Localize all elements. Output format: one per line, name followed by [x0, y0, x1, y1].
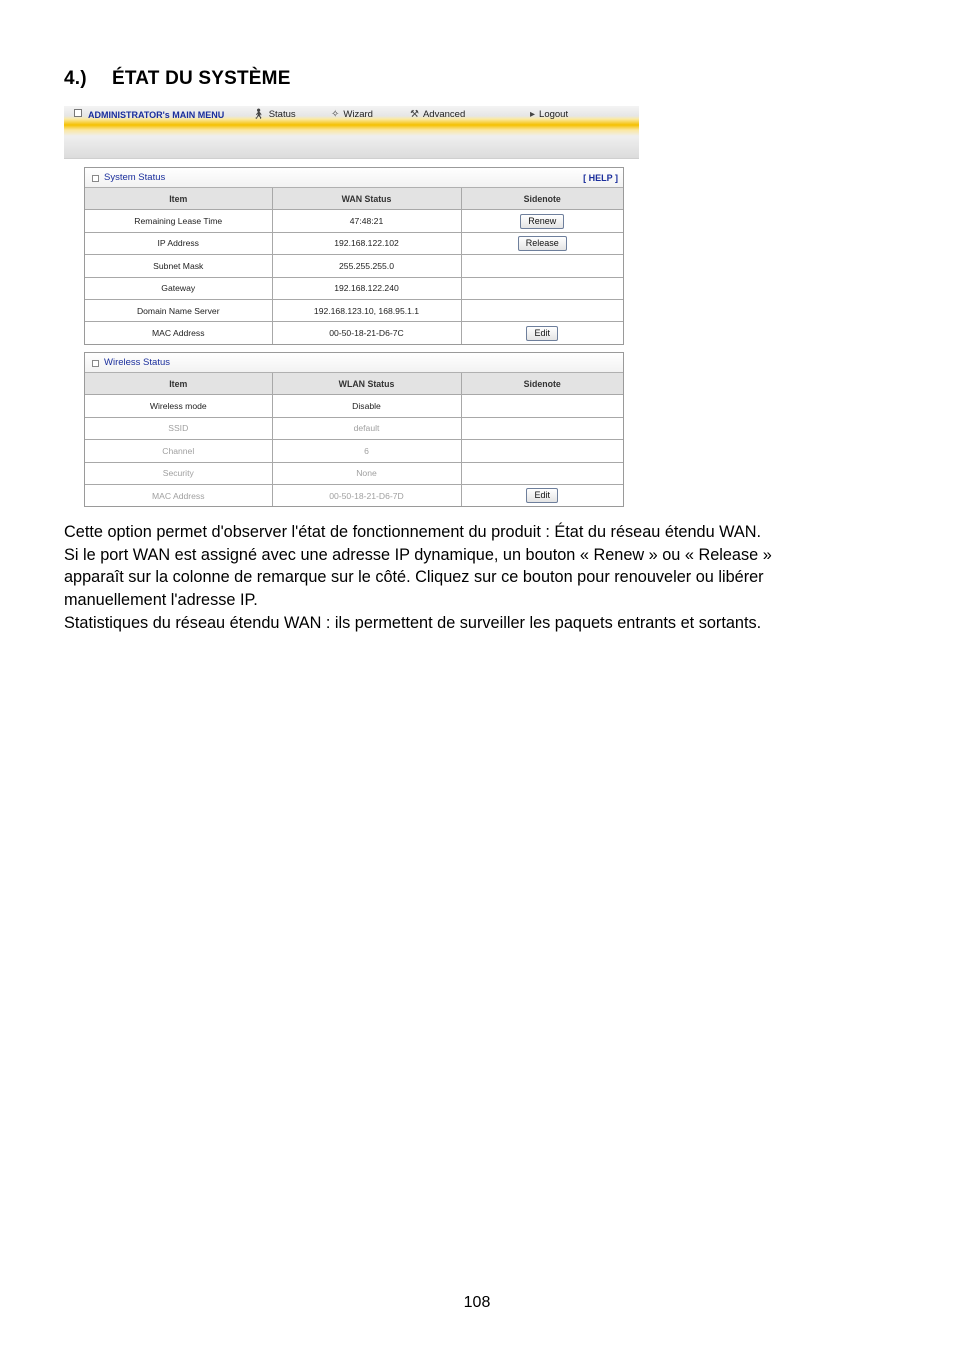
wireless-status-panel: [84, 352, 624, 507]
table-row: [85, 417, 623, 439]
system-status-title: System Status: [104, 172, 166, 183]
section-number: 4.): [64, 68, 87, 89]
paragraph-line: Si le port WAN est assigné avec une adresse IP dynamique, un bouton « Renew » ou « Release »: [64, 545, 772, 564]
section-title: ÉTAT DU SYSTÈME: [112, 68, 291, 89]
item-cell: SSID: [85, 417, 272, 439]
wireless-status-header: [85, 353, 623, 373]
description-text: [64, 521, 894, 635]
edit-wan-mac-button[interactable]: Edit: [526, 326, 558, 341]
sidenote-cell: [461, 440, 623, 462]
release-button[interactable]: Release: [518, 236, 567, 251]
system-status-panel: [84, 167, 624, 345]
table-row: [85, 322, 623, 344]
item-cell: IP Address: [85, 232, 272, 254]
item-cell: Domain Name Server: [85, 299, 272, 321]
wizard-menu-item[interactable]: ✧ Wizard: [331, 109, 373, 120]
table-row: [85, 395, 623, 417]
sidenote-cell: [461, 210, 623, 232]
help-link[interactable]: [ HELP ]: [583, 173, 618, 183]
value-cell: 00-50-18-21-D6-7C: [272, 322, 461, 344]
item-cell: MAC Address: [85, 322, 272, 344]
value-cell: 255.255.255.0: [272, 255, 461, 277]
column-header: WAN Status: [272, 188, 461, 210]
value-cell: 192.168.122.102: [272, 232, 461, 254]
wizard-icon: ✧: [331, 109, 340, 120]
column-header: Sidenote: [461, 188, 623, 210]
page-number: 108: [463, 1294, 491, 1311]
column-header: Sidenote: [461, 373, 623, 395]
system-status-header: [85, 168, 623, 188]
item-cell: Channel: [85, 440, 272, 462]
value-cell: 00-50-18-21-D6-7D: [272, 484, 461, 506]
item-cell: Remaining Lease Time: [85, 210, 272, 232]
table-row: [85, 484, 623, 506]
advanced-menu-item[interactable]: ⚒ Advanced: [410, 109, 466, 120]
sidenote-cell: [461, 232, 623, 254]
column-header: WLAN Status: [272, 373, 461, 395]
sidenote-cell: [461, 255, 623, 277]
admin-menu-bar: [64, 106, 639, 159]
column-header: Item: [85, 373, 272, 395]
table-header-row: [85, 188, 623, 210]
table-row: [85, 255, 623, 277]
paragraph-line: apparaît sur la colonne de remarque sur le côté. Cliquez sur ce bouton pour renouveler ou libérer: [64, 568, 764, 587]
table-row: [85, 232, 623, 254]
item-cell: Wireless mode: [85, 395, 272, 417]
item-cell: MAC Address: [85, 484, 272, 506]
square-bullet-icon: [92, 360, 99, 367]
paragraph-line: Statistiques du réseau étendu WAN : ils permettent de surveiller les paquets entrants et sortants.: [64, 613, 762, 632]
sidenote-cell: [461, 277, 623, 299]
item-cell: Security: [85, 462, 272, 484]
status-icon: 🚶︎: [252, 109, 265, 120]
value-cell: default: [272, 417, 461, 439]
square-bullet-icon: [92, 175, 99, 182]
sidenote-cell: [461, 484, 623, 506]
renew-button[interactable]: Renew: [520, 214, 564, 229]
advanced-icon: ⚒: [410, 109, 419, 120]
paragraph-line: manuellement l'adresse IP.: [64, 591, 258, 610]
paragraph-line: Cette option permet d'observer l'état de fonctionnement du produit : État du réseau étendu WAN.: [64, 523, 762, 541]
item-cell: Subnet Mask: [85, 255, 272, 277]
table-row: [85, 462, 623, 484]
table-header-row: [85, 373, 623, 395]
table-row: [85, 440, 623, 462]
value-cell: None: [272, 462, 461, 484]
wireless-status-title: Wireless Status: [104, 357, 170, 368]
value-cell: 47:48:21: [272, 210, 461, 232]
value-cell: 192.168.123.10, 168.95.1.1: [272, 299, 461, 321]
main-menu-link[interactable]: ADMINISTRATOR's MAIN MENU: [74, 109, 224, 120]
value-cell: 192.168.122.240: [272, 277, 461, 299]
sidenote-cell: [461, 299, 623, 321]
wireless-status-table: [85, 373, 623, 506]
section-heading: [64, 68, 291, 90]
column-header: Item: [85, 188, 272, 210]
value-cell: Disable: [272, 395, 461, 417]
status-menu-item[interactable]: 🚶︎ Status: [252, 109, 296, 120]
logout-menu-item[interactable]: ▸ Logout: [530, 109, 569, 120]
system-status-table: [85, 188, 623, 344]
table-row: [85, 210, 623, 232]
table-row: [85, 299, 623, 321]
arrow-right-icon: ▸: [530, 109, 536, 120]
value-cell: 6: [272, 440, 461, 462]
square-bullet-icon: [74, 109, 82, 117]
edit-wlan-mac-button[interactable]: Edit: [526, 488, 558, 503]
sidenote-cell: [461, 462, 623, 484]
item-cell: Gateway: [85, 277, 272, 299]
sidenote-cell: [461, 322, 623, 344]
sidenote-cell: [461, 417, 623, 439]
sidenote-cell: [461, 395, 623, 417]
table-row: [85, 277, 623, 299]
